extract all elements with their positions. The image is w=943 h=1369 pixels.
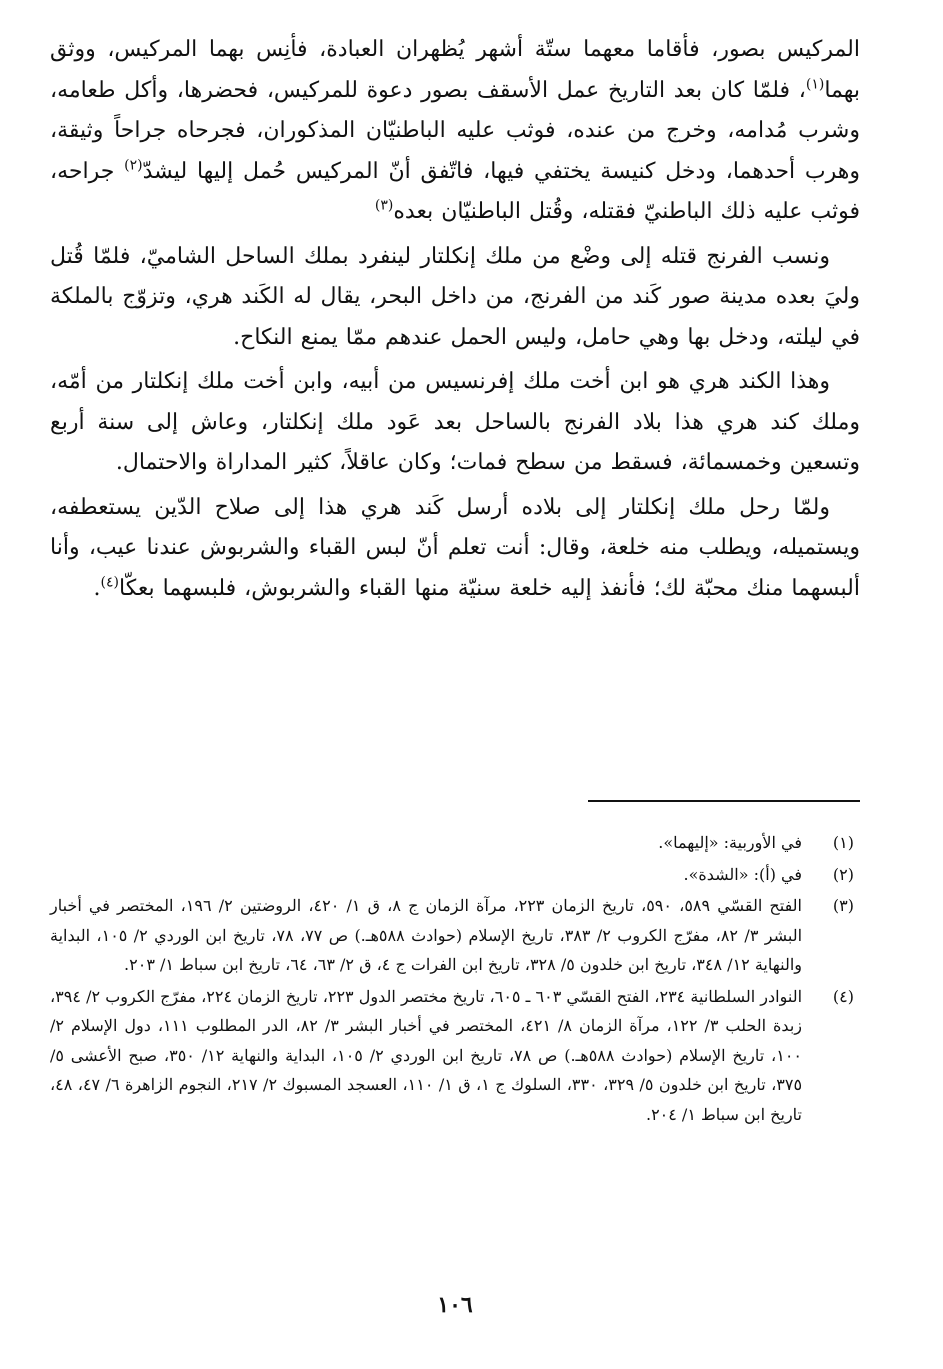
footnote-text: النوادر السلطانية ٢٣٤، الفتح القسّي ٦٠٣ ـ ٦٠٥، تاريخ مختصر الدول ٢٢٣، تاريخ الزمان ٢٢٤، مفرّج الكروب ٢/ ٣٩٤، زبدة الحلب ٣/ ١٢٢، مرآة الزمان ٨/ ٤٢١، المختصر في أخبار البشر ٣/ ٨٢، الدر المطلوب ١١١، دول الإسلام ٢/ ١٠٠، تاريخ الإسلام (حوادث ٥٨٨هـ.) ص ٧٨، تاريخ ابن الوردي ٢/ ١٠٥، البداية والنهاية ١٢/ ٣٥٠، صبح الأعشى ٥/ ٣٧٥، تاريخ ابن خلدون ٥/ ٣٢٩، ٣٣٠، السلوك ج ١، ق ١/ ١١٠، العسجد المسبوك ٢/ ٢١٧، النجوم الزاهرة ٦/ ٤٧، ٤٨، تاريخ ابن سباط ١/ ٢٠٤. — [50, 986, 803, 1124]
paragraph-2: ونسب الفرنج قتله إلى وضْع من ملك إنكلتار لينفرد بملك الساحل الشاميّ، فلمّا قُتل وليَ بعده مدينة صور كَند من الفرنج، من داخل البحر، يقال له الكَند هري، وتزوّج بالملكة في ليلته، ودخل بها وهي حامل، وليس الحمل عندهم ممّا يمنع النكاح. — [50, 243, 860, 350]
footnote-number: (٢) — [832, 864, 854, 884]
footnote-number: (٤) — [832, 986, 854, 1006]
footnote-3 — [50, 891, 860, 980]
paragraph-4-text-a: ولمّا رحل ملك إنكلتار إلى بلاده أرسل كَند هري هذا إلى صلاح الدّين يستعطفه، ويستميله، ويطلب منه خلعة، وقال: أنت تعلم أنّ لبس القباء والشربوش عندنا عيب، وأنا ألبسهما منك محبّة لك؛ فأنفذ إليه خلعة سنيّة منها القباء والشربوش، فلبسهما بعكّا — [50, 494, 860, 601]
paragraph-4-text-b: . — [93, 575, 101, 601]
footnote-text: في الأوربية: «إليهما». — [658, 833, 802, 852]
footnote-number: (١) — [832, 833, 854, 852]
paragraph-4 — [50, 488, 860, 610]
footnotes — [50, 828, 860, 1131]
paragraph-3: وهذا الكند هري هو ابن أخت ملك إفرنسيس من أبيه، وابن أخت ملك إنكلتار من أمّه، وملك كند هري هذا بلاد الفرنج بالساحل بعد عَود ملك إنكلتار، وعاش إلى سنة أربع وتسعين وخمسمائة، فسقط من سطح فمات؛ وكان عاقلاً، كثير المداراة والاحتمال. — [50, 369, 860, 475]
footnote-number: (٣) — [832, 896, 854, 915]
paragraph-1-text-c: جراحه، فوثب عليه ذلك الباطنيّ فقتله، وقُتل الباطنيّان بعده — [50, 158, 860, 224]
footnote-text: الفتح القسّي ٥٨٩، ٥٩٠، تاريخ الزمان ٢٢٣، مرآة الزمان ج ٨، ق ١/ ٤٢٠، الروضتين ٢/ ١٩٦، المختصر في أخبار البشر ٣/ ٨٢، مفرّج الكروب ٢/ ٣٨٣، تاريخ الإسلام (حوادث ٥٨٨هـ.) ص ٧٧، ٧٨، تاريخ ابن الوردي ٢/ ١٠٥، البداية والنهاية ١٢/ ٣٤٨، تاريخ ابن خلدون ٥/ ٣٢٨، تاريخ ابن الفرات ج ٤، ق ٢/ ٦٣، ٦٤، تاريخ ابن سباط ١/ ٢٠٣. — [50, 896, 803, 974]
footnote-ref-3[interactable]: (٣) — [374, 197, 394, 214]
footnote-text: في (أ): «الشدة». — [683, 864, 802, 884]
footnote-ref-1[interactable]: (١) — [805, 76, 825, 93]
document-page — [50, 30, 860, 1330]
paragraph-1-text-b: ، فلمّا كان بعد التاريخ عمل الأسقف بصور دعوة للمركيس، فحضرها، وأكل طعامه، وشرب مُدامه، وخرج من عنده، فوثب عليه الباطنيّان المذكوران، فجرحاه جراحاً وثيقة، وهرب أحدهما، ودخل كنيسة يختفي فيها، فاتّفق أنّ المركيس حُمل إليها ليشدّ — [50, 77, 860, 184]
paragraph-1-text-a: المركيس بصور، فأقاما معهما ستّة أشهر يُظهران العبادة، فأنِس بهما المركيس، ووثق بهما — [50, 37, 860, 103]
paragraph-1 — [50, 30, 860, 233]
footnote-4 — [50, 982, 860, 1130]
footnote-2 — [50, 860, 860, 890]
footnote-ref-4[interactable]: (٤) — [100, 574, 119, 591]
footnote-separator — [588, 800, 860, 802]
page-number: ١٠٦ — [437, 1292, 473, 1318]
body-text — [50, 30, 860, 609]
footnote-1 — [50, 828, 860, 858]
footnote-ref-2[interactable]: (٢) — [124, 157, 143, 174]
